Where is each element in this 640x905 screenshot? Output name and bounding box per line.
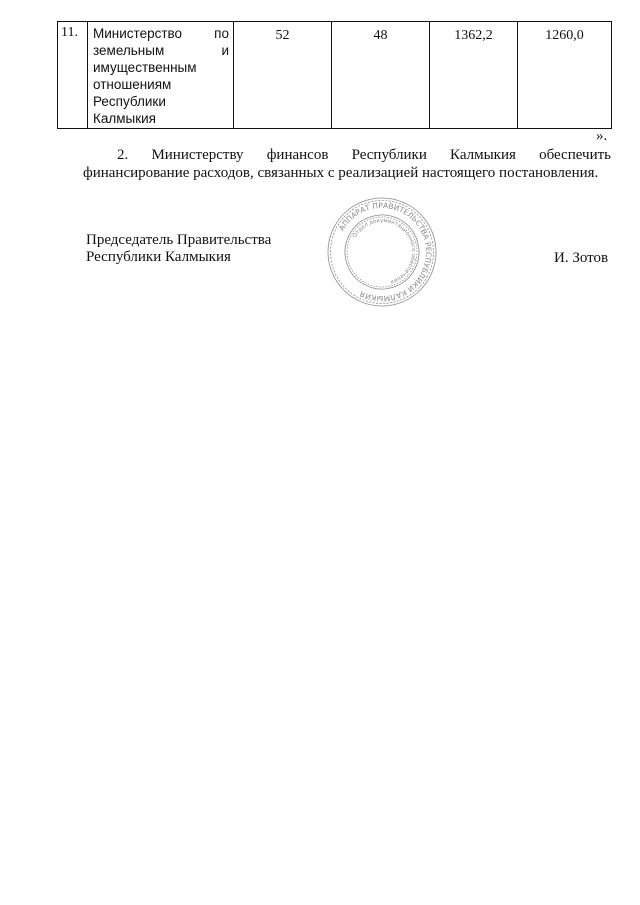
official-stamp — [326, 196, 438, 308]
closing-quote: ». — [596, 128, 608, 144]
paragraph-2 — [83, 146, 611, 182]
organization-line: имущественным — [93, 60, 197, 75]
stamp-outer-ring — [326, 196, 438, 308]
paragraph-word: обеспечить — [539, 147, 611, 163]
organization-word: Министерство — [93, 26, 183, 41]
paragraph-word: финансов — [266, 147, 329, 163]
value-cell — [518, 22, 612, 129]
stamp-inner-text: Отдел документационного обеспечения — [352, 217, 417, 285]
paragraph-word: Республики — [351, 147, 427, 163]
paragraph-second-line: финансирование расходов, связанных с реализацией настоящего постановления. — [83, 165, 599, 181]
paragraph-first-line — [83, 146, 611, 164]
value-3: 1362,2 — [454, 28, 493, 43]
organization-word: и — [221, 43, 229, 58]
allocation-table — [57, 21, 612, 129]
signatory-position-line: Председатель Правительства — [86, 232, 272, 248]
organization-line — [93, 25, 229, 42]
value-cell — [332, 22, 430, 129]
organization-line: Республики — [93, 94, 166, 109]
paragraph-word: Министерству — [151, 147, 244, 163]
signatory-name: И. Зотов — [554, 250, 609, 266]
row-number-cell — [58, 22, 88, 129]
signatory-position-line: Республики Калмыкия — [86, 249, 231, 265]
paragraph-word: Калмыкия — [450, 147, 516, 163]
value-1: 52 — [275, 28, 290, 43]
organization-line: отношениям — [93, 77, 172, 92]
value-cell — [430, 22, 518, 129]
stamp-outer-text: АППАРАТ ПРАВИТЕЛЬСТВА РЕСПУБЛИКИ КАЛМЫКИЯ — [337, 200, 434, 304]
stamp-outer-ring — [326, 196, 438, 308]
organization-line: Калмыкия — [93, 111, 156, 126]
organization-word: по — [214, 26, 229, 41]
signatory-position — [86, 232, 271, 266]
table-row — [58, 22, 612, 129]
value-cell — [234, 22, 332, 129]
row-number: 11. — [61, 25, 78, 40]
value-2: 48 — [373, 28, 388, 43]
organization-word: земельным — [93, 43, 165, 58]
organization-cell — [88, 22, 234, 129]
organization-line — [93, 42, 229, 59]
paragraph-number: 2. — [117, 147, 129, 163]
value-4: 1260,0 — [545, 28, 584, 43]
